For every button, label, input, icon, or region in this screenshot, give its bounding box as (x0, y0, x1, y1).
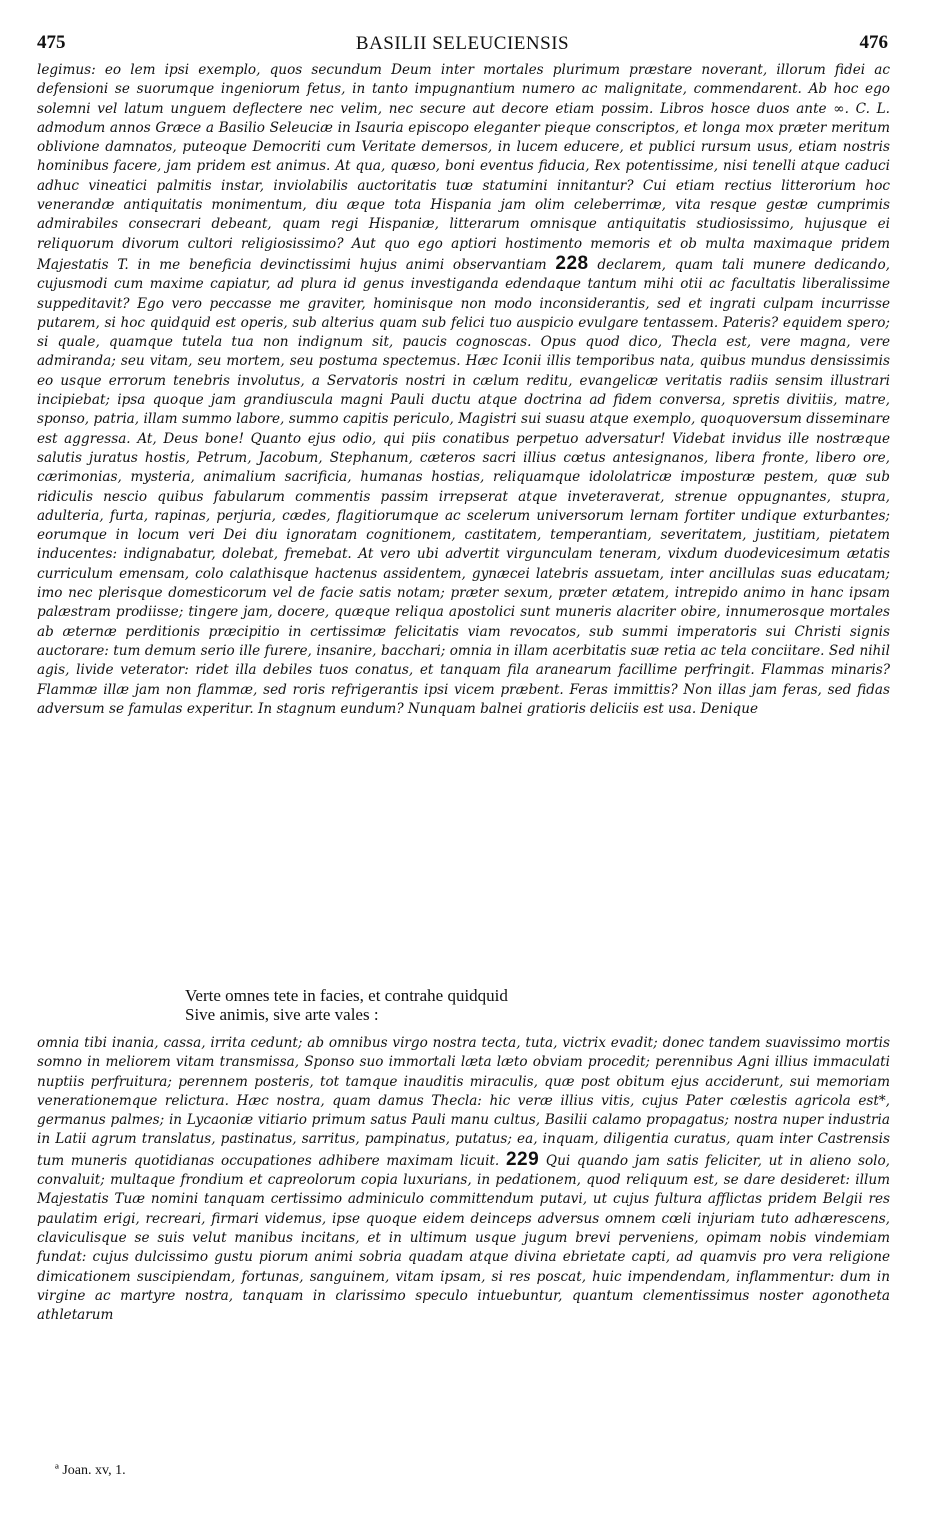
body-text-segment: legimus: eo lem ipsi exemplo, quos secundum Deum inter mortales plurimum præstare noverant, illorum fidei ac defensioni se suorumque ingeniorum fetus, in tanto impugnantium numero ac malignitate, commendarent. Ab hoc ego solemni vel latum unguem deflectere nec velim, nec secure aut decore etiam possim. Libros hosce duos ante ∞. C. L. admodum annos Græce a Basilio Seleuciæ in Isauria episcopo eleganter pieque conscriptos, et longa mox præter meritum oblivione damnatos, puteoque Democriti cum Veritate demersos, in lucem educere, et publici rursum usus, etiam nostris hominibus facere, jam pridem est animus. At qua, quæso, boni eventus fiducia, Rex potentissime, nisi tenelli atque caduci adhuc vineatici palmitis instar, inviolabilis auctoritatis tuæ statumini innitantur? Cui etiam rectius litterorium hoc venerandæ antiquitatis monimentum, diu æque tota Hispania jam olim celeberrimæ, vita resque gestæ cumprimis admirabiles consecrari debeant, quam regi Hispaniæ, litterarum omnisque antiquitatis studiosissimo, hujusque ei reliquorum divorum cultori religiosissimo? Aut quo ego aptiori hostimento memoris et ob multa maximaque pridem Majestatis T. in me beneficia devinctissimi hujus animi observantiam (37, 62, 890, 273)
page-number-right: 476 (859, 32, 888, 53)
body-text-segment: omnia tibi inania, cassa, irrita cedunt; ab omnibus virgo nostra tecta, tuta, victrix evadit; donec tandem suavissimo mortis somno in meliorem vitam transmissa, Sponso suo immortali læta læto obviam procedit; perennibus Agni illius immaculati nuptiis perfruitura; perennem posteris, tot tamque inauditis miraculis, quæ post obitum ejus acciderunt, sui memoriam venerationemque relictura. Hæc nostra, quam damus Thecla: hic veræ illius vitis, cujus Pater cœlestis agricola est*, germanus palmes; in Lycaoniæ vitiario primum satus Pauli manu cultus, Basilii calamo propagatus; nostra nuper industria in Latii agrum translatus, pastinatus, sarritus, pampinatus, putatus; ea, inquam, diligentia curatus, quam inter Castrensis tum muneris quotidianas occupationes adhibere maximam licuit. (37, 1035, 890, 1169)
body-text-segment: declarem, quam tali munere dedicando, cujusmodi cum maxime capiatur, ad plura id genus investiganda edendaque tantum mihi otii ac facultatis liberalissime suppeditavit? Ego vero peccasse me graviter, hominisque non modo inconsiderantis, sed et ingrati culpam incurrisse putarem, si hoc quidquid est operis, sub alterius quam sub felici tuo auspicio evulgare tentassem. Pateris? equidem spero; si quale, quamque tutela tua non indignum sit, paucis cognoscas. Opus quod dico, Thecla est, vere magna, vere admiranda; seu vitam, seu mortem, seu postuma spectemus. Hæc Iconii illis temporibus nata, quibus mundus densissimis eo usque errorum tenebris involutus, a Servatoris nostri in cælum reditu, evangelicæ veritatis radiis sensim illustrari incipiebat; ipsa quoque jam grandiuscula magni Pauli ductu atque doctrina ad fidem conversa, spretis divitiis, matre, sponso, patria, illam summo labore, summo capitis periculo, Magistri sui suasu atque exemplo, quoquoversum disseminare est aggressa. At, Deus bone! Quanto ejus odio, qui piis conatibus perpetuo adversatur! Videbat invidus ille nostræque salutis juratus hostis, Petrum, Jacobum, Stephanum, cæteros sacri illius cœtus antesignanos, libera fronte, libero ore, cærimonias, mysteria, animalium sacrificia, humanas hostias, reliquamque idololatricæ imposturæ pestem, quæ sub ridiculis nescio quibus fabularum commentis passim irrepserat atque inveteraverat, strenue oppugnantes, stupra, adulteria, furta, rapinas, perjuria, cædes, flagitiorumque ac scelerum universorum lernam fortiter undique exturbantes; eorumque in locum veri Dei diu ignoratam cognitionem, castitatem, temperantiam, severitatem, justitiam, pietatem inducentes: indignabatur, dolebat, fremebat. At vero ubi advertit virgunculam teneram, vixdum duodevicesimum ætatis curriculum emensam, colo calathisque hactenus assidentem, gynæcei latebris assuetam, inter ancillulas suas educatam; imo nec plerisque domesticorum vel de facie satis notam; præter sexum, præter ætatem, intrepido animo in hanc ipsam palæstram prodiisse; tingere jam, docere, quæque reliqua apostolici sunt muneris alacriter obire, innumerosque mortales ab æternæ perditionis præcipitio in certissimæ felicitatis viam revocatos, sub summi imperatoris sui Christi signis auctorare: tum demum serio ille furere, insanire, bacchari; omnia in illam acerbitatis suæ retia ac tela conciitare. Sed nihil agis, livide veterator: ridet illa debiles tuos conatus, et tanquam fila aranearum facillime perfringit. Flammas minaris? Flammæ illæ jam non flammæ, sed roris refrigerantis ipsi vicem præbent. Feras immittis? Non illas jam feras, sed fidas adversum se famulas experitur. In stagnum eundum? Nunquam balnei gratioris deliciis est usa. Denique (37, 256, 890, 717)
body-paragraph-2 (37, 1034, 890, 1325)
column-number: 229 (505, 1148, 540, 1170)
verse-quotation (185, 986, 785, 1024)
column-number: 228 (555, 252, 589, 274)
verse-line: Verte omnes tete in facies, et contrahe quidquid (185, 986, 508, 1005)
body-text-segment: Qui quando jam satis feliciter, ut in alieno solo, convaluit; multaque frondium et capreolorum copia luxurians, in pedationem, quod reliquum est, se dare desideret: illum Majestatis Tuæ nomini tanquam certissimo adminiculo committendum putavi, ut cujus fultura afflictas pridem Belgii res paulatim erigi, recreari, firmari videmus, ipse quoque eidem deinceps adversus omnem cœli injuriam tuto adhærescens, claviculisque se suis velut manibus incitans, et in ultimum usque jugum brevi perveniens, opimam nobis vindemiam fundat: cujus dulcissimo gustu piorum animi sobria quadam atque divina ebrietate capti, ad quamvis pro vera religione dimicationem suscipiendam, fortunas, sanguinem, vitam ipsam, si res poscat, huic impendendam, inflammentur: dum in virgine ac martyre nostra, tanquam in clarissimo speculo intuebuntur, quantum clementissimus noster agonotheta athletarum (37, 1152, 890, 1324)
footnote: ª Joan. xv, 1. (55, 1463, 126, 1478)
body-paragraph-1 (37, 61, 890, 719)
verse-line: Sive animis, sive arte vales : (185, 1005, 379, 1024)
running-title: BASILII SELEUCIENSIS (355, 33, 570, 54)
page-header (37, 32, 888, 60)
page-number-left: 475 (37, 32, 66, 53)
